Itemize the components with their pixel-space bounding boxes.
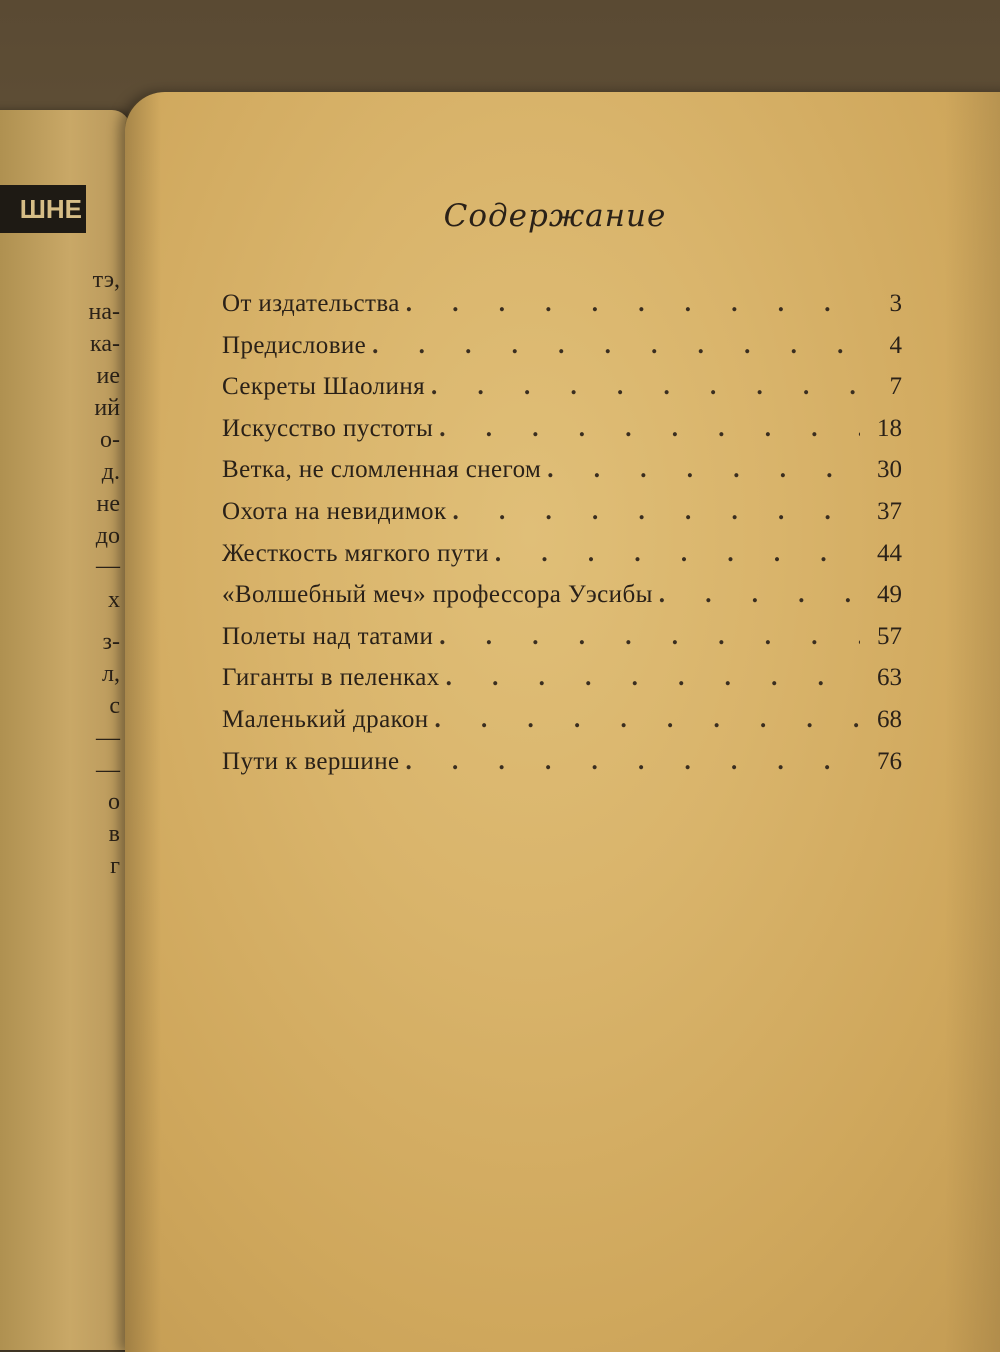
toc-entry-title: Ветка, не сломленная снегом	[222, 456, 542, 484]
toc-entry-page-number: 30	[877, 456, 902, 484]
previous-page-line-fragment: ка-	[90, 331, 120, 357]
previous-page-line-fragment: о	[108, 789, 120, 815]
previous-page-line-fragment: с	[109, 693, 120, 719]
contents-title: Содержание	[443, 198, 667, 234]
toc-entry-page-number: 57	[877, 622, 902, 650]
toc-dot-leader	[547, 456, 860, 484]
previous-page-line-fragment: до	[95, 523, 120, 549]
previous-page-line-fragment: ие	[96, 363, 120, 389]
toc-entry-title: Гиганты в пеленках	[222, 664, 440, 692]
toc-entry-title: Жесткость мягкого пути	[222, 539, 489, 567]
toc-entry	[222, 332, 902, 374]
previous-page-line-fragment: —	[96, 553, 120, 579]
previous-page-line-fragment: л,	[102, 661, 120, 687]
toc-entry-page-number: 68	[877, 705, 902, 733]
toc-entry	[222, 456, 902, 498]
toc-entry-page-number: 7	[889, 373, 902, 401]
toc-dot-leader	[453, 498, 861, 526]
toc-entry-title: Секреты Шаолиня	[222, 373, 426, 401]
toc-dot-leader	[495, 540, 860, 568]
previous-page-line-fragment: —	[96, 725, 120, 751]
toc-entry	[222, 664, 902, 706]
toc-entry-title: Охота на невидимок	[222, 497, 447, 525]
toc-dot-leader	[439, 415, 860, 443]
toc-entry-page-number: 37	[877, 497, 902, 525]
previous-page-line-fragment: о-	[100, 427, 120, 453]
toc-dot-leader	[659, 581, 860, 609]
toc-entry	[222, 623, 902, 665]
toc-entry-title: Искусство пустоты	[222, 414, 434, 442]
previous-page-line-fragment: ий	[94, 395, 120, 421]
previous-page-line-fragment: —	[96, 757, 120, 783]
toc-entry-page-number: 49	[877, 581, 902, 609]
toc-entry-title: Предисловие	[222, 331, 367, 359]
toc-entry-page-number: 63	[877, 664, 902, 692]
toc-dot-leader	[406, 290, 860, 318]
previous-page-heading-fragment: ШНЕ	[0, 185, 86, 233]
toc-entry	[222, 540, 902, 582]
toc-dot-leader	[405, 748, 860, 776]
toc-entry-page-number: 44	[877, 539, 902, 567]
toc-entry	[222, 290, 902, 332]
toc-entry	[222, 748, 902, 790]
previous-page-line-fragment: д.	[101, 459, 120, 485]
table-of-contents	[222, 290, 902, 789]
toc-dot-leader	[372, 332, 860, 360]
previous-page-line-fragment: х	[108, 587, 120, 613]
toc-entry-title: «Волшебный меч» профессора Уэсибы	[222, 581, 653, 609]
previous-page-line-fragment: з-	[102, 629, 120, 655]
previous-page-line-fragment: в	[108, 821, 120, 847]
previous-page-line-fragment: тэ,	[92, 267, 120, 293]
toc-entry	[222, 706, 902, 748]
toc-entry	[222, 373, 902, 415]
previous-page-line-fragment: не	[96, 491, 120, 517]
toc-entry-title: Пути к вершине	[222, 747, 400, 775]
toc-entry	[222, 415, 902, 457]
toc-dot-leader	[446, 664, 860, 692]
toc-entry-page-number: 76	[877, 747, 902, 775]
toc-entry-title: От издательства	[222, 290, 400, 317]
toc-entry-page-number: 4	[889, 331, 902, 359]
toc-dot-leader	[435, 706, 860, 734]
toc-entry-title: Маленький дракон	[222, 705, 429, 733]
toc-entry-page-number: 18	[877, 414, 902, 442]
toc-entry-page-number: 3	[889, 290, 902, 317]
toc-dot-leader	[439, 623, 860, 651]
toc-entry	[222, 581, 902, 623]
toc-entry	[222, 498, 902, 540]
toc-dot-leader	[431, 373, 860, 401]
previous-page-line-fragment: г	[110, 853, 120, 879]
previous-page	[0, 110, 130, 1350]
toc-entry-title: Полеты над татами	[222, 622, 434, 650]
previous-page-line-fragment: на-	[88, 299, 120, 325]
